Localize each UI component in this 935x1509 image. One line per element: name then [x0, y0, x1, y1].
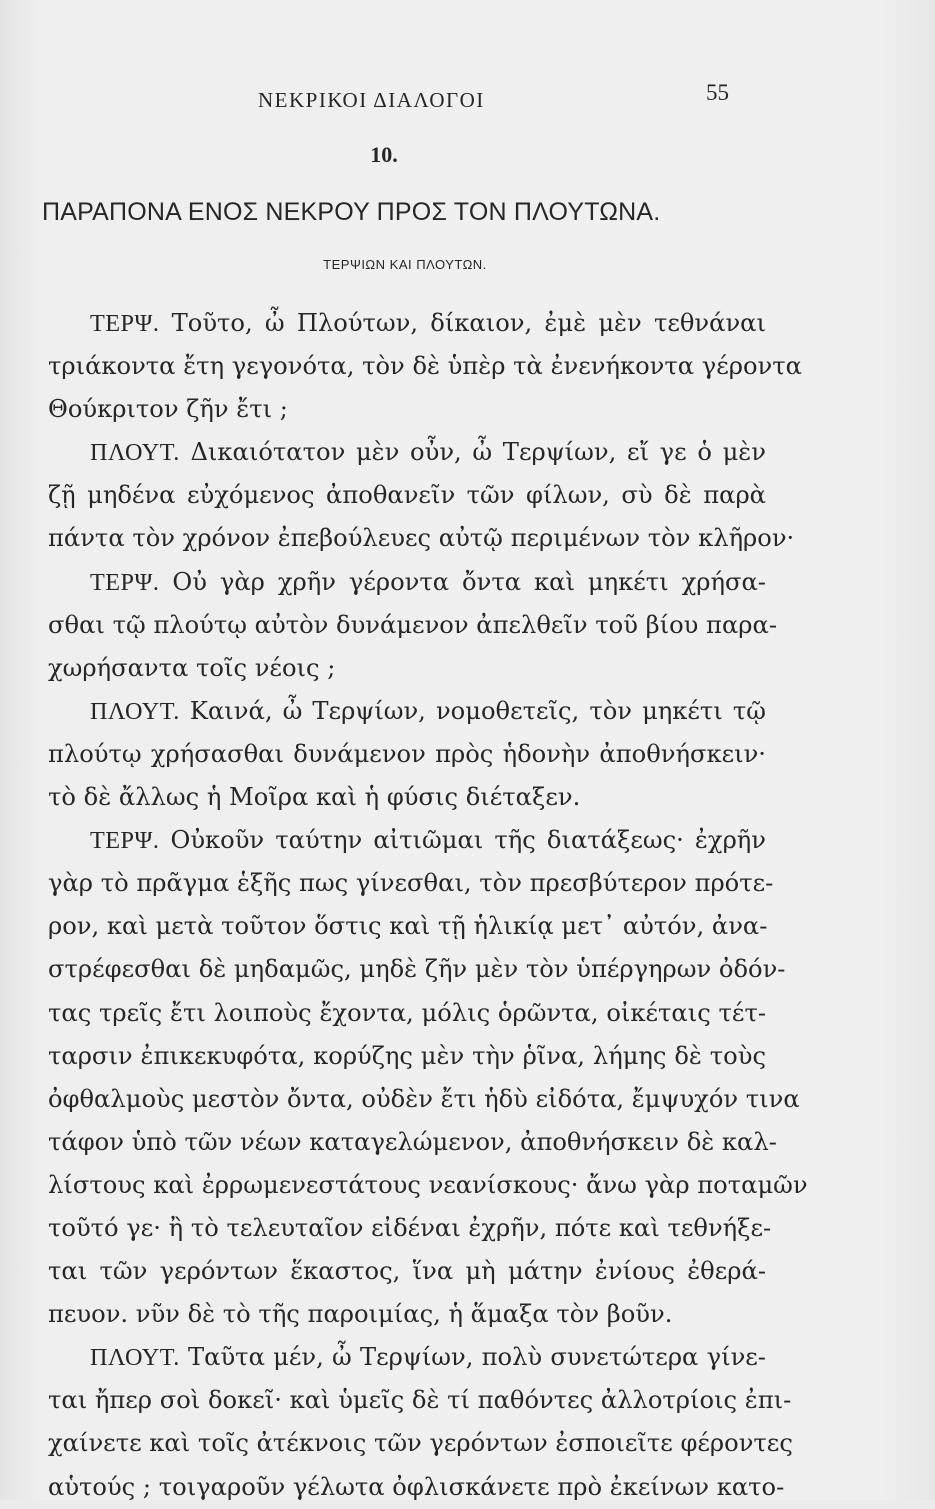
running-title: ΝΕΚΡΙΚΟΙ ΔΙΑΛΟΓΟΙ [258, 88, 485, 112]
line-text: αὑτούς ; τοιγαροῦν γέλωτα ὀφλισκάνετε πρὸ ἐκείνων κατο- [48, 1472, 785, 1501]
text-line [48, 345, 802, 388]
line-text: Δικαιότατον μὲν οὖν, ὦ Τερψίων, εἴ γε ὁ μὲν [190, 438, 766, 467]
text-line [48, 517, 795, 560]
line-text: χωρήσαντα τοῖς νέοις ; [48, 653, 336, 682]
text-line [48, 948, 786, 991]
speaker-label: ΤΕΡΨ. [90, 310, 160, 337]
page-number: 55 [706, 80, 729, 105]
text-line [48, 1422, 793, 1465]
line-text: γὰρ τὸ πρᾶγμα ἑξῆς πως γίνεσθαι, τὸν πρεσβύτερον πρότε- [48, 869, 774, 898]
text-line [48, 776, 766, 819]
dialogue-text [48, 302, 808, 1509]
line-text: τοῦτό γε· ἢ τὸ τελευταῖον εἰδέναι ἐχρῆν, πότε καὶ τεθνήξε- [48, 1213, 772, 1242]
line-text: τριάκοντα ἔτη γεγονότα, τὸν δὲ ὑπὲρ τὰ ἐνενήκοντα γέροντα [48, 352, 802, 381]
line-text: πάντα τὸν χρόνον ἐπεβούλευες αὐτῷ περιμένων τὸν κλῆρον· [48, 524, 795, 553]
text-line [48, 604, 778, 647]
section-title: ΠΑΡΑΠΟΝΑ ΕΝΟΣ ΝΕΚΡΟΥ ΠΡΟΣ ΤΟΝ ΠΛΟΥΤΩΝΑ. [42, 198, 661, 226]
text-line [48, 690, 766, 733]
line-text: Θούκριτον ζῆν ἔτι ; [48, 395, 288, 424]
line-text: ζῇ μηδένα εὐχόμενος ἀποθανεῖν τῶν φίλων, σὺ δὲ παρὰ [48, 481, 766, 510]
dramatis-personae: ΤΕΡΨΙΩΝ ΚΑΙ ΠΛΟΥΤΩΝ. [323, 257, 487, 272]
line-text: πλούτῳ χρήσασθαι δυνάμενον πρὸς ἡδονὴν ἀποθνήσκειν· [48, 739, 766, 768]
text-line [48, 561, 766, 604]
line-text: τας τρεῖς ἔτι λοιποὺς ἔχοντα, μόλις ὁρῶντα, οἰκέταις τέτ- [48, 998, 766, 1027]
text-line [48, 1250, 766, 1293]
line-text: χαίνετε καὶ τοῖς ἀτέκνοις τῶν γερόντων ἐσποιεῖτε φέροντες [48, 1429, 793, 1458]
speaker-label: ΠΛΟΥΤ. [90, 697, 180, 725]
line-text: στρέφεσθαι δὲ μηδαμῶς, μηδὲ ζῆν μὲν τὸν ὑπέργηρων ὀδόν- [48, 955, 786, 984]
line-text: πευον. νῦν δὲ τὸ τῆς παροιμίας, ἡ ἅμαξα τὸν βοῦν. [48, 1300, 673, 1329]
section-number: 10. [370, 142, 398, 167]
line-text: ται ἤπερ σοὶ δοκεῖ· καὶ ὑμεῖς δὲ τί παθόντες ἀλλοτρίοις ἐπι- [48, 1386, 792, 1415]
line-text: τὸ δὲ ἄλλως ἡ Μοῖρα καὶ ἡ φύσις διέταξεν. [48, 783, 581, 812]
text-line [48, 992, 766, 1035]
text-line [48, 905, 766, 948]
line-text: σθαι τῷ πλούτῳ αὐτὸν δυνάμενον ἀπελθεῖν τοῦ βίου παρα- [48, 610, 778, 639]
speaker-label: ΠΛΟΥΤ. [90, 1344, 180, 1372]
text-line [48, 302, 766, 345]
running-head [0, 80, 935, 120]
text-line [48, 1164, 808, 1207]
line-text: Οὐκοῦν ταύτην αἰτιῶμαι τῆς διατάξεως· ἐχρῆν [170, 826, 766, 855]
text-line [48, 1379, 792, 1422]
line-text: ται τῶν γερόντων ἕκαστος, ἵνα μὴ μάτην ἐνίους ἐθερά- [48, 1257, 766, 1286]
text-line [48, 819, 766, 862]
text-line [48, 1207, 772, 1250]
line-text: λίστους καὶ ἐρρωμενεστάτους νεανίσκους· ἄνω γὰρ ποταμῶν [48, 1170, 808, 1199]
line-text: Καινά, ὦ Τερψίων, νομοθετεῖς, τὸν μηκέτι τῷ [189, 696, 766, 725]
text-line [48, 388, 766, 431]
speaker-label: ΠΛΟΥΤ. [90, 439, 180, 467]
text-line [48, 1466, 785, 1509]
text-line [48, 1121, 777, 1164]
line-text: Οὐ γὰρ χρῆν γέροντα ὄντα καὶ μηκέτι χρήσα- [172, 567, 766, 596]
text-line [48, 1293, 766, 1336]
line-text: ταρσιν ἐπικεκυφότα, κορύζης μὲν τὴν ῥῖνα, λήμης δὲ τοὺς [48, 1041, 766, 1070]
line-text: Ταῦτα μέν, ὦ Τερψίων, πολὺ συνετώτερα γίνε- [188, 1343, 766, 1372]
text-line [48, 733, 766, 776]
speaker-label: ΤΕΡΨ. [90, 827, 160, 855]
text-line [48, 1078, 800, 1121]
text-line [48, 1336, 766, 1379]
text-line [48, 647, 766, 690]
line-text: ὀφθαλμοὺς μεστὸν ὄντα, οὐδὲν ἔτι ἡδὺ εἰδότα, ἔμψυχόν τινα [48, 1084, 800, 1113]
speaker-label: ΤΕΡΨ. [90, 568, 160, 596]
line-text: ρον, καὶ μετὰ τοῦτον ὅστις καὶ τῇ ἡλικίᾳ μετ᾽ αὐτόν, ἀνα- [48, 912, 768, 941]
text-line [48, 1035, 766, 1078]
text-line [48, 474, 766, 517]
line-text: Τοῦτο, ὦ Πλούτων, δίκαιον, ἐμὲ μὲν τεθνάναι [171, 309, 766, 337]
text-line [48, 431, 766, 474]
line-text: τάφον ὑπὸ τῶν νέων καταγελώμενον, ἀποθνήσκειν δὲ καλ- [48, 1127, 777, 1156]
text-line [48, 862, 774, 905]
